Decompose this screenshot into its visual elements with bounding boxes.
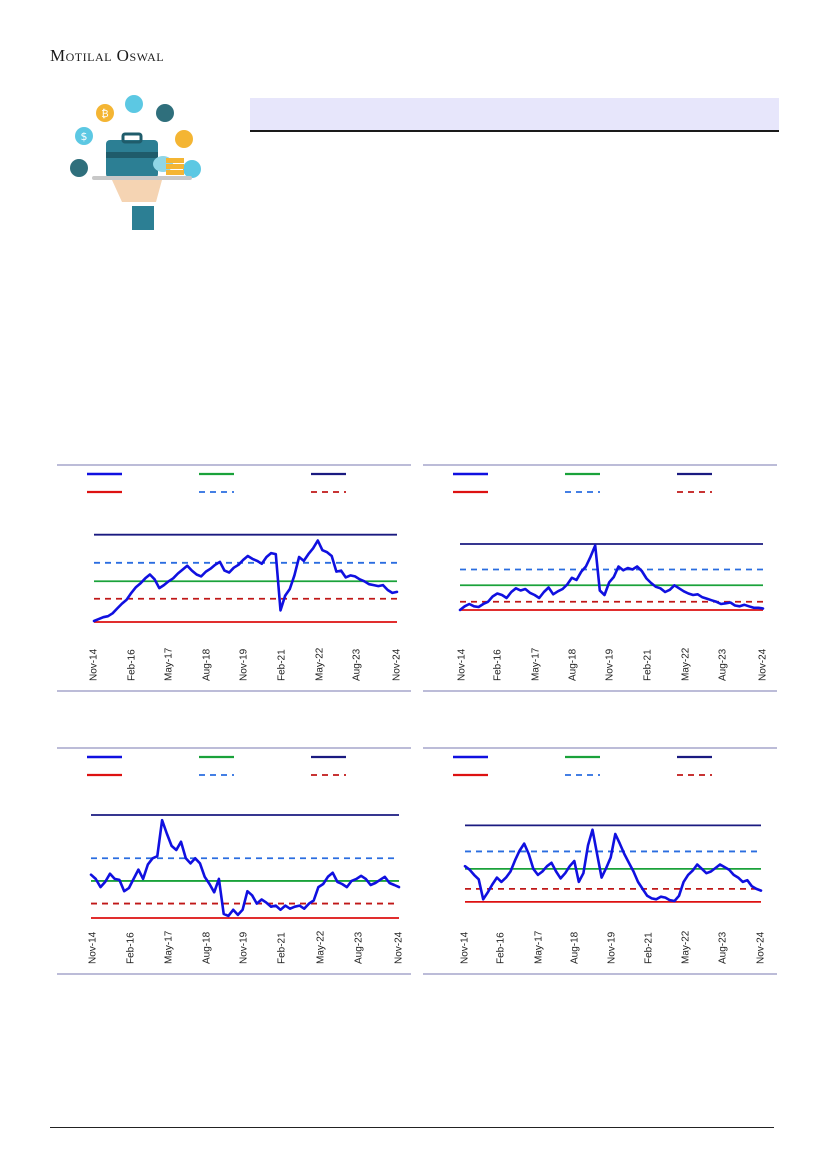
x-tick-label: Feb-16: [492, 649, 504, 681]
x-tick-label: Nov-24: [755, 931, 767, 964]
valuation-chart-top-left: [57, 465, 411, 691]
x-tick-label: Aug-18: [567, 648, 579, 681]
x-tick-label: Feb-21: [276, 932, 288, 964]
finance-briefcase-illustration: [64, 92, 214, 234]
x-tick-label: Nov-24: [391, 648, 403, 681]
x-tick-label: May-17: [530, 647, 542, 681]
x-tick-label: Feb-21: [643, 932, 655, 964]
x-tick-label: Nov-24: [757, 648, 769, 681]
svg-text:₿: ₿: [101, 109, 109, 120]
footer-rule: [50, 1127, 774, 1128]
chart-svg: [57, 748, 411, 974]
chart-svg: [423, 465, 777, 691]
x-tick-label: May-17: [163, 930, 175, 964]
x-tick-label: Aug-23: [717, 931, 729, 964]
x-tick-label: May-17: [533, 930, 545, 964]
series-line: [460, 546, 763, 611]
x-tick-label: Feb-16: [495, 932, 507, 964]
x-tick-label: May-22: [680, 930, 692, 964]
x-tick-label: Nov-19: [604, 648, 616, 681]
x-tick-label: Nov-14: [459, 931, 471, 964]
x-tick-label: Aug-23: [351, 648, 363, 681]
x-tick-label: Nov-19: [238, 931, 250, 964]
x-tick-label: Feb-16: [125, 932, 137, 964]
x-tick-label: Nov-14: [456, 648, 468, 681]
valuation-chart-top-right: [423, 465, 777, 691]
section-banner: [250, 98, 779, 132]
x-tick-label: Aug-23: [353, 931, 365, 964]
x-tick-label: Nov-14: [88, 648, 100, 681]
x-tick-label: Aug-18: [201, 648, 213, 681]
x-tick-label: May-22: [314, 647, 326, 681]
x-tick-label: Feb-16: [126, 649, 138, 681]
chart-svg: [423, 748, 777, 974]
x-tick-label: Feb-21: [642, 649, 654, 681]
svg-text:$: $: [80, 130, 88, 143]
x-tick-label: Aug-18: [201, 931, 213, 964]
x-tick-label: Nov-24: [393, 931, 405, 964]
chart-svg: [57, 465, 411, 691]
valuation-chart-bottom-left: [57, 748, 411, 974]
x-tick-label: Aug-18: [569, 931, 581, 964]
x-tick-label: May-17: [163, 647, 175, 681]
brand-logo: Motilal Oswal: [50, 46, 165, 65]
x-tick-label: May-22: [315, 930, 327, 964]
x-tick-label: May-22: [680, 647, 692, 681]
series-line: [91, 820, 399, 916]
x-tick-label: Nov-19: [606, 931, 618, 964]
x-tick-label: Nov-14: [87, 931, 99, 964]
valuation-chart-bottom-right: [423, 748, 777, 974]
x-tick-label: Feb-21: [276, 649, 288, 681]
x-tick-label: Aug-23: [717, 648, 729, 681]
x-tick-label: Nov-19: [238, 648, 250, 681]
series-line: [465, 830, 761, 901]
